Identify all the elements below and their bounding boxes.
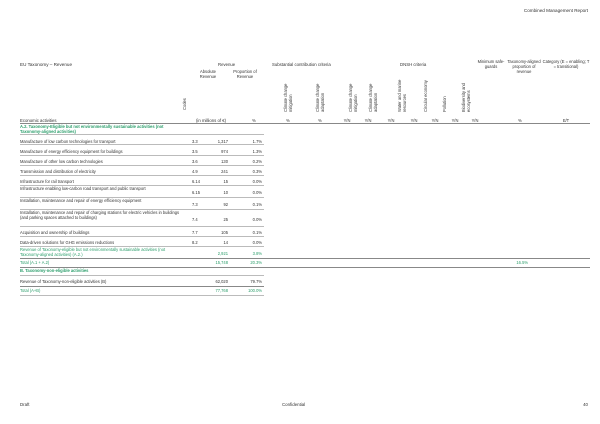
- activity-absolute: 130: [221, 159, 228, 164]
- units-dnsh-3: Y/N: [387, 118, 395, 123]
- activity-name: Installation, maintenance and repair of energy efficiency equipment: [20, 198, 142, 203]
- activity-code: 7.4: [192, 217, 198, 222]
- row-rule: [20, 236, 264, 237]
- page-number: 40: [583, 402, 588, 407]
- header-codes: Codes: [182, 98, 187, 110]
- activity-code: 8.2: [192, 240, 198, 245]
- header-absolute-revenue: Absolute Revenue: [199, 69, 217, 79]
- total-ab-label: Total (A+B): [20, 288, 41, 293]
- activity-proportion: 0.1%: [252, 230, 262, 235]
- subtotal-a2-proportion: 3.8%: [252, 251, 262, 256]
- units-dnsh-2: Y/N: [364, 118, 372, 123]
- activity-name: Transmission and distribution of electricity: [20, 169, 96, 174]
- activity-absolute: 974: [221, 149, 228, 154]
- activity-name: Manufacture of low carbon technologies for transport: [20, 139, 116, 144]
- header-revenue: Revenue: [218, 62, 236, 67]
- activity-proportion: 0.0%: [252, 190, 262, 195]
- activity-proportion: 0.1%: [252, 202, 262, 207]
- activity-proportion: 0.3%: [252, 169, 262, 174]
- units-proportion: %: [252, 118, 256, 123]
- activity-absolute: 1,317: [217, 139, 228, 144]
- activity-absolute: 105: [221, 230, 228, 235]
- units-crit1: %: [286, 118, 290, 123]
- units-dnsh-5: Y/N: [431, 118, 439, 123]
- units-dnsh-4: Y/N: [410, 118, 418, 123]
- row-rule: [20, 175, 264, 176]
- header-criteria-4: Climate change adaptation: [368, 83, 378, 112]
- activity-name: Manufacture of energy efficiency equipment for buildings: [20, 149, 123, 154]
- row-rule: [20, 134, 264, 135]
- activity-absolute: 15: [223, 179, 228, 184]
- activity-absolute: 14: [223, 240, 228, 245]
- row-rule: [20, 155, 264, 156]
- activity-proportion: 0.0%: [252, 217, 262, 222]
- row-rule: [20, 165, 264, 166]
- header-criteria-6: Circular economy: [423, 80, 428, 112]
- subtotal-a2-label: Revenue of Taxonomy-eligible but not environmentally sustainable activities (not Taxonomy-aligned activities) (A.2.): [20, 247, 166, 257]
- row-rule: [20, 226, 264, 227]
- activity-code: 7.7: [192, 230, 198, 235]
- header-category: Category (E = enabling; T = transitional): [542, 59, 590, 69]
- header-criteria-1: Climate change mitigation: [283, 83, 293, 112]
- header-criteria-7: Pollution: [442, 96, 447, 112]
- units-safeguards: Y/N: [471, 118, 479, 123]
- units-aligned: %: [518, 118, 522, 123]
- row-rule: [20, 144, 264, 145]
- activity-absolute: 25: [223, 217, 228, 222]
- non-eligible-absolute: 62,020: [215, 279, 228, 284]
- subtotal-a2-absolute: 2,921: [217, 251, 228, 256]
- section-b-title: B. Taxonomy-non-eligible activities: [20, 268, 89, 273]
- total-a-label: Total (A.1 + A.2): [20, 260, 50, 265]
- activity-proportion: 0.0%: [252, 240, 262, 245]
- activity-absolute: 92: [223, 202, 228, 207]
- activity-absolute: 241: [221, 169, 228, 174]
- units-absolute: (in millions of €): [196, 118, 227, 123]
- units-category: E/T: [562, 118, 570, 123]
- activity-code: 3.5: [192, 149, 198, 154]
- header-proportion-revenue: Proportion of Revenue: [233, 69, 257, 79]
- activity-code: 4.9: [192, 169, 198, 174]
- activity-proportion: 0.2%: [252, 159, 262, 164]
- activity-code: 6.14: [192, 179, 200, 184]
- units-dnsh-1: Y/N: [343, 118, 351, 123]
- total-a-rule: [20, 258, 590, 259]
- total-ab-proportion: 100.0%: [248, 288, 262, 293]
- footer-left: Draft: [20, 402, 30, 407]
- footer-center: Confidential: [282, 402, 306, 407]
- units-crit2: %: [318, 118, 322, 123]
- header-criteria-3: Climate change mitigation: [348, 83, 358, 112]
- activity-code: 3.3: [192, 139, 198, 144]
- activity-proportion: 1.3%: [252, 149, 262, 154]
- row-rule: [20, 275, 264, 276]
- total-a-aligned: 16.5%: [516, 260, 528, 265]
- activity-name: Acquisition and ownership of buildings: [20, 230, 90, 235]
- total-a-proportion: 20.3%: [250, 260, 262, 265]
- activity-absolute: 10: [223, 190, 228, 195]
- header-minimum-safeguards: Minimum safe-guards: [477, 59, 505, 69]
- total-a-absolute: 15,748: [215, 260, 228, 265]
- header-dnsh: DNSH criteria: [400, 62, 427, 67]
- activity-code: 6.15: [192, 190, 200, 195]
- table-title: EU Taxonomy – Revenue: [20, 62, 73, 67]
- activity-name: Infrastructure enabling low-carbon road transport and public transport: [20, 186, 146, 191]
- row-rule: [20, 295, 264, 296]
- total-ab-absolute: 77,768: [215, 288, 228, 293]
- units-activities: Economic activities: [20, 118, 57, 123]
- total-ab-rule: [20, 286, 264, 287]
- header-criteria-8: Biodiversity and ecosystems: [461, 83, 471, 112]
- section-a2-title: A.2. Taxonomy-Eligible but not environmentally sustainable activities (not Taxonomy-aligned activities): [20, 124, 164, 134]
- header-substantial-contribution: Substantial contribution criteria: [272, 62, 331, 67]
- activity-code: 3.6: [192, 159, 198, 164]
- header-criteria-5: Water and marine resources: [397, 79, 407, 112]
- header-taxonomy-aligned: Taxonomy-aligned proportion of revenue: [507, 59, 541, 74]
- report-title: Combined Management Report: [523, 8, 588, 13]
- activity-name: Manufacture of other low carbon technologies: [20, 159, 103, 164]
- header-criteria-2: Climate change adaptation: [315, 83, 325, 112]
- units-dnsh-6: Y/N: [451, 118, 459, 123]
- non-eligible-label: Revenue of Taxonomy-non-eligible activities (B): [20, 279, 107, 284]
- activity-code: 7.3: [192, 202, 198, 207]
- activity-proportion: 1.7%: [252, 139, 262, 144]
- activity-proportion: 0.0%: [252, 179, 262, 184]
- activity-name: Installation, maintenance and repair of charging stations for electric vehicles in buildings (and parking spaces attached to buildings): [20, 210, 180, 220]
- non-eligible-proportion: 79.7%: [250, 279, 262, 284]
- activity-name: Data-driven solutions for GHG emissions reductions: [20, 240, 115, 245]
- activity-name: Infrastructure for rail transport: [20, 179, 74, 184]
